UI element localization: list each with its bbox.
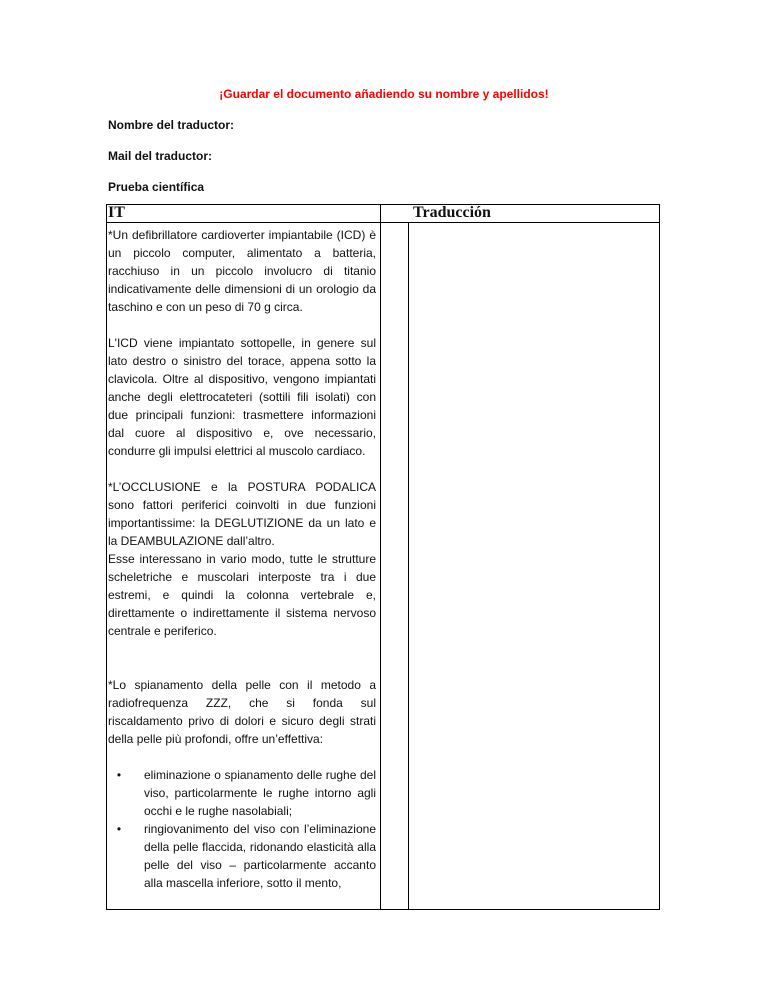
list-item [108,766,376,820]
source-paragraph-radiofrequency: *Lo spianamento della pelle con il metodo a radiofrequenza ZZZ, che si fonda sul riscaldamento privo di dolori e sicuro degli strati della pelle più profondi, offre un’effettiva: [108,678,376,746]
source-paragraph-icd-implant: L'ICD viene impiantato sottopelle, in genere sul lato destro o sinistro del torace, appena sotto la clavicola. Oltre al dispositivo, vengono impiantati anche degli elettrocateteri (sottili fili isolati) con due principali funzioni: trasmettere informazioni dal cuore al dispositivo e, ove necessario, condurre gli impulsi elettrici al muscolo cardiaco. [108,336,376,458]
bullet-icon: • [116,768,122,782]
source-paragraph-icd: *Un defibrillatore cardioverter impiantabile (ICD) è un piccolo computer, alimentato a batteria, racchiuso in un piccolo involucro di titanio indicativamente delle dimensioni di un orologio da taschino e con un peso di 70 g circa. [108,228,376,314]
translation-header: Traducción [413,204,491,221]
source-text-cell [108,226,376,892]
source-paragraph-structures: Esse interessano in vario modo, tutte le strutture scheletriche e muscolari interposte tra i due estremi, e quindi la colonna vertebrale e, direttamente o indirettamente il sistema nervoso centrale e periferico. [108,552,376,638]
list-item-text: ringiovanimento del viso con l’eliminazione della pelle flaccida, ridonando elasticità alla pelle del viso – particolarmente accanto alla mascella inferiore, sotto il mento, [144,822,376,890]
benefits-list [108,766,376,892]
table-column-divider [380,204,381,910]
source-paragraph-occlusion: *L’OCCLUSIONE e la POSTURA PODALICA sono fattori periferici coinvolti in due funzioni importantissime: la DEGLUTIZIONE da un lato e la DEAMBULAZIONE dall’altro. [108,480,376,548]
translator-mail-label: Mail del traductor: [108,149,213,163]
save-notice: ¡Guardar el documento añadiendo su nombre y apellidos! [219,87,549,101]
bullet-icon: • [116,822,122,836]
test-type-label: Prueba científica [108,180,205,194]
table-header-divider [106,222,660,223]
list-item [108,820,376,892]
source-language-header: IT [108,204,125,221]
table-column-divider-inner [408,222,409,910]
translator-name-label: Nombre del traductor: [108,118,235,132]
list-item-text: eliminazione o spianamento delle rughe del viso, particolarmente le rughe intorno agli occhi e le rughe nasolabiali; [144,768,376,818]
